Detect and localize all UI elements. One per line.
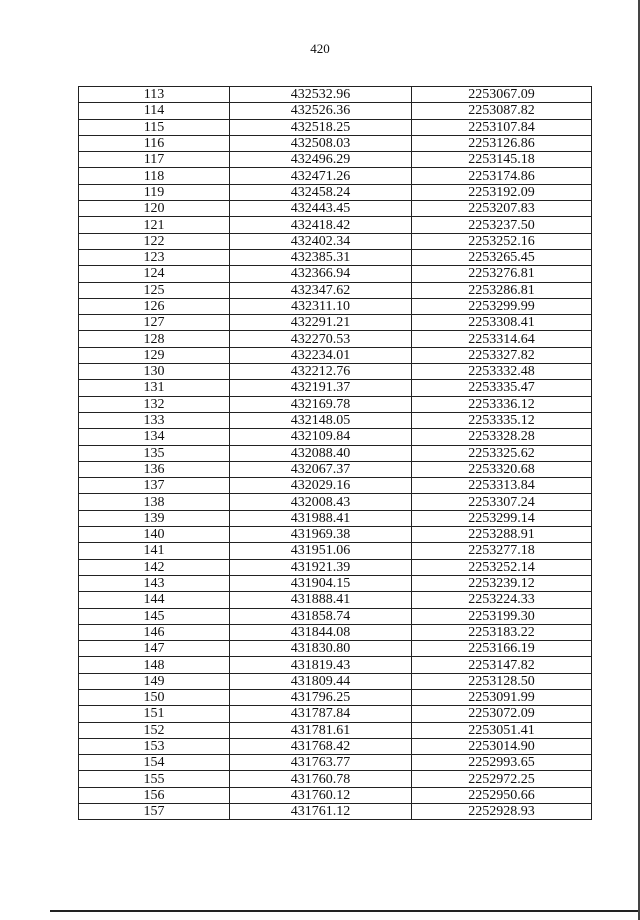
y-coordinate-cell: 2253308.41 [412, 315, 592, 331]
x-coordinate-cell: 431760.12 [230, 787, 412, 803]
x-coordinate-cell: 431888.41 [230, 592, 412, 608]
point-number-cell: 156 [79, 787, 230, 803]
point-number-cell: 152 [79, 722, 230, 738]
y-coordinate-cell: 2253166.19 [412, 641, 592, 657]
x-coordinate-cell: 432088.40 [230, 445, 412, 461]
point-number-cell: 148 [79, 657, 230, 673]
x-coordinate-cell: 432191.37 [230, 380, 412, 396]
table-row [79, 657, 592, 673]
x-coordinate-cell: 431809.44 [230, 673, 412, 689]
y-coordinate-cell: 2253277.18 [412, 543, 592, 559]
y-coordinate-cell: 2253207.83 [412, 201, 592, 217]
y-coordinate-cell: 2253314.64 [412, 331, 592, 347]
point-number-cell: 123 [79, 249, 230, 265]
table-row [79, 429, 592, 445]
table-row [79, 168, 592, 184]
table-row [79, 249, 592, 265]
point-number-cell: 121 [79, 217, 230, 233]
y-coordinate-cell: 2253051.41 [412, 722, 592, 738]
x-coordinate-cell: 432291.21 [230, 315, 412, 331]
x-coordinate-cell: 431830.80 [230, 641, 412, 657]
table-row [79, 510, 592, 526]
y-coordinate-cell: 2253145.18 [412, 152, 592, 168]
table-row [79, 412, 592, 428]
x-coordinate-cell: 432458.24 [230, 184, 412, 200]
y-coordinate-cell: 2253072.09 [412, 706, 592, 722]
point-number-cell: 154 [79, 755, 230, 771]
table-row [79, 315, 592, 331]
point-number-cell: 135 [79, 445, 230, 461]
point-number-cell: 115 [79, 119, 230, 135]
y-coordinate-cell: 2253252.14 [412, 559, 592, 575]
point-number-cell: 117 [79, 152, 230, 168]
y-coordinate-cell: 2253335.47 [412, 380, 592, 396]
x-coordinate-cell: 432532.96 [230, 87, 412, 103]
y-coordinate-cell: 2253174.86 [412, 168, 592, 184]
point-number-cell: 127 [79, 315, 230, 331]
table-row [79, 494, 592, 510]
point-number-cell: 157 [79, 804, 230, 820]
table-row [79, 217, 592, 233]
y-coordinate-cell: 2253288.91 [412, 527, 592, 543]
x-coordinate-cell: 431858.74 [230, 608, 412, 624]
x-coordinate-cell: 432008.43 [230, 494, 412, 510]
x-coordinate-cell: 431781.61 [230, 722, 412, 738]
x-coordinate-cell: 432148.05 [230, 412, 412, 428]
y-coordinate-cell: 2253126.86 [412, 135, 592, 151]
x-coordinate-cell: 432443.45 [230, 201, 412, 217]
y-coordinate-cell: 2253091.99 [412, 689, 592, 705]
table-row [79, 461, 592, 477]
x-coordinate-cell: 432526.36 [230, 103, 412, 119]
x-coordinate-cell: 431796.25 [230, 689, 412, 705]
y-coordinate-cell: 2252928.93 [412, 804, 592, 820]
y-coordinate-cell: 2253327.82 [412, 347, 592, 363]
point-number-cell: 119 [79, 184, 230, 200]
point-number-cell: 114 [79, 103, 230, 119]
point-number-cell: 145 [79, 608, 230, 624]
table-row [79, 103, 592, 119]
y-coordinate-cell: 2253332.48 [412, 364, 592, 380]
y-coordinate-cell: 2253286.81 [412, 282, 592, 298]
table-row [79, 673, 592, 689]
point-number-cell: 133 [79, 412, 230, 428]
x-coordinate-cell: 432067.37 [230, 461, 412, 477]
y-coordinate-cell: 2253224.33 [412, 592, 592, 608]
y-coordinate-cell: 2253014.90 [412, 738, 592, 754]
table-row [79, 608, 592, 624]
x-coordinate-cell: 432471.26 [230, 168, 412, 184]
point-number-cell: 141 [79, 543, 230, 559]
y-coordinate-cell: 2253237.50 [412, 217, 592, 233]
point-number-cell: 122 [79, 233, 230, 249]
x-coordinate-cell: 432311.10 [230, 298, 412, 314]
x-coordinate-cell: 431951.06 [230, 543, 412, 559]
table-row [79, 184, 592, 200]
point-number-cell: 143 [79, 575, 230, 591]
x-coordinate-cell: 431921.39 [230, 559, 412, 575]
table-row [79, 592, 592, 608]
x-coordinate-cell: 432347.62 [230, 282, 412, 298]
table-row [79, 266, 592, 282]
x-coordinate-cell: 431844.08 [230, 624, 412, 640]
table-row [79, 706, 592, 722]
y-coordinate-cell: 2253335.12 [412, 412, 592, 428]
point-number-cell: 134 [79, 429, 230, 445]
table-row [79, 364, 592, 380]
x-coordinate-cell: 431761.12 [230, 804, 412, 820]
point-number-cell: 130 [79, 364, 230, 380]
point-number-cell: 128 [79, 331, 230, 347]
point-number-cell: 151 [79, 706, 230, 722]
y-coordinate-cell: 2253239.12 [412, 575, 592, 591]
table-row [79, 689, 592, 705]
x-coordinate-cell: 431763.77 [230, 755, 412, 771]
y-coordinate-cell: 2253299.99 [412, 298, 592, 314]
table-row [79, 380, 592, 396]
table-row [79, 135, 592, 151]
y-coordinate-cell: 2253320.68 [412, 461, 592, 477]
x-coordinate-cell: 432270.53 [230, 331, 412, 347]
point-number-cell: 125 [79, 282, 230, 298]
y-coordinate-cell: 2253265.45 [412, 249, 592, 265]
table-row [79, 152, 592, 168]
x-coordinate-cell: 431904.15 [230, 575, 412, 591]
y-coordinate-cell: 2253183.22 [412, 624, 592, 640]
point-number-cell: 118 [79, 168, 230, 184]
table-row [79, 787, 592, 803]
table-row [79, 738, 592, 754]
y-coordinate-cell: 2253128.50 [412, 673, 592, 689]
point-number-cell: 155 [79, 771, 230, 787]
point-number-cell: 142 [79, 559, 230, 575]
table-row [79, 233, 592, 249]
y-coordinate-cell: 2253336.12 [412, 396, 592, 412]
x-coordinate-cell: 431768.42 [230, 738, 412, 754]
point-number-cell: 147 [79, 641, 230, 657]
y-coordinate-cell: 2253147.82 [412, 657, 592, 673]
x-coordinate-cell: 431969.38 [230, 527, 412, 543]
x-coordinate-cell: 431787.84 [230, 706, 412, 722]
point-number-cell: 131 [79, 380, 230, 396]
point-number-cell: 126 [79, 298, 230, 314]
point-number-cell: 113 [79, 87, 230, 103]
table-row [79, 641, 592, 657]
table-row [79, 87, 592, 103]
table-row [79, 575, 592, 591]
table-row [79, 804, 592, 820]
point-number-cell: 153 [79, 738, 230, 754]
table-row [79, 771, 592, 787]
coordinates-table [78, 86, 592, 820]
table-row [79, 445, 592, 461]
x-coordinate-cell: 432518.25 [230, 119, 412, 135]
point-number-cell: 139 [79, 510, 230, 526]
table-row [79, 331, 592, 347]
point-number-cell: 140 [79, 527, 230, 543]
x-coordinate-cell: 431760.78 [230, 771, 412, 787]
y-coordinate-cell: 2253299.14 [412, 510, 592, 526]
point-number-cell: 136 [79, 461, 230, 477]
table-row [79, 298, 592, 314]
page-bottom-rule [50, 910, 640, 912]
table-row [79, 755, 592, 771]
y-coordinate-cell: 2253192.09 [412, 184, 592, 200]
point-number-cell: 120 [79, 201, 230, 217]
point-number-cell: 116 [79, 135, 230, 151]
y-coordinate-cell: 2253067.09 [412, 87, 592, 103]
point-number-cell: 129 [79, 347, 230, 363]
coordinates-table-body [79, 87, 592, 820]
x-coordinate-cell: 432234.01 [230, 347, 412, 363]
point-number-cell: 146 [79, 624, 230, 640]
y-coordinate-cell: 2252993.65 [412, 755, 592, 771]
y-coordinate-cell: 2253252.16 [412, 233, 592, 249]
x-coordinate-cell: 432385.31 [230, 249, 412, 265]
y-coordinate-cell: 2253199.30 [412, 608, 592, 624]
table-row [79, 559, 592, 575]
point-number-cell: 150 [79, 689, 230, 705]
page-number: 420 [310, 41, 330, 56]
point-number-cell: 144 [79, 592, 230, 608]
x-coordinate-cell: 432109.84 [230, 429, 412, 445]
point-number-cell: 137 [79, 478, 230, 494]
table-row [79, 396, 592, 412]
x-coordinate-cell: 431988.41 [230, 510, 412, 526]
table-row [79, 543, 592, 559]
x-coordinate-cell: 432029.16 [230, 478, 412, 494]
x-coordinate-cell: 432169.78 [230, 396, 412, 412]
y-coordinate-cell: 2253313.84 [412, 478, 592, 494]
y-coordinate-cell: 2253087.82 [412, 103, 592, 119]
y-coordinate-cell: 2253276.81 [412, 266, 592, 282]
table-row [79, 347, 592, 363]
table-row [79, 624, 592, 640]
point-number-cell: 149 [79, 673, 230, 689]
table-row [79, 527, 592, 543]
x-coordinate-cell: 432496.29 [230, 152, 412, 168]
point-number-cell: 124 [79, 266, 230, 282]
y-coordinate-cell: 2253325.62 [412, 445, 592, 461]
x-coordinate-cell: 432508.03 [230, 135, 412, 151]
table-row [79, 478, 592, 494]
table-row [79, 722, 592, 738]
table-row [79, 201, 592, 217]
x-coordinate-cell: 431819.43 [230, 657, 412, 673]
point-number-cell: 132 [79, 396, 230, 412]
point-number-cell: 138 [79, 494, 230, 510]
y-coordinate-cell: 2252972.25 [412, 771, 592, 787]
table-row [79, 282, 592, 298]
y-coordinate-cell: 2253307.24 [412, 494, 592, 510]
x-coordinate-cell: 432212.76 [230, 364, 412, 380]
y-coordinate-cell: 2253107.84 [412, 119, 592, 135]
table-row [79, 119, 592, 135]
x-coordinate-cell: 432366.94 [230, 266, 412, 282]
y-coordinate-cell: 2253328.28 [412, 429, 592, 445]
x-coordinate-cell: 432402.34 [230, 233, 412, 249]
x-coordinate-cell: 432418.42 [230, 217, 412, 233]
y-coordinate-cell: 2252950.66 [412, 787, 592, 803]
